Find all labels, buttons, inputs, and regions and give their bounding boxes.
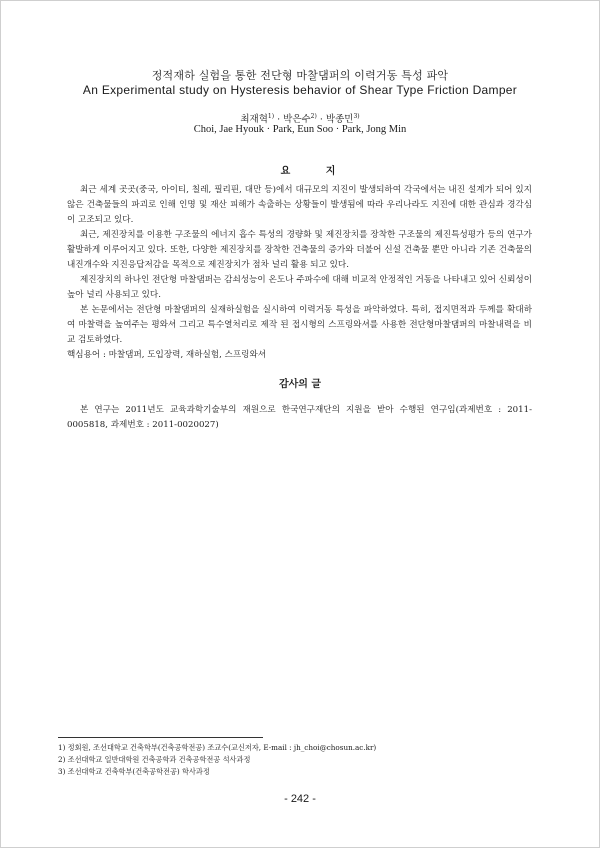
author-footnote-mark: 1): [267, 112, 275, 120]
footnote-divider: [58, 737, 263, 738]
footnote-item: 3) 조선대학교 건축학부(건축공학전공) 학사과정: [58, 767, 210, 776]
author-footnote-mark: 2): [310, 112, 317, 120]
footnote-item: 2) 조선대학교 일반대학원 건축공학과 건축공학전공 석사과정: [58, 755, 251, 764]
author-separator: ·: [316, 114, 326, 125]
author-name: 박종민: [325, 114, 354, 125]
author-separator: ·: [274, 114, 284, 125]
author-name: 최재혁: [240, 114, 268, 125]
paper-title-english: An Experimental study on Hysteresis behavior of Shear Type Friction Damper: [82, 83, 518, 97]
footnotes: [58, 742, 376, 778]
abstract-paragraph: 최근 세계 곳곳(중국, 아이티, 칠레, 필리핀, 대만 등)에서 대규모의 지진이 발생되하여 각국에서는 내진 설계가 되어 있지 않은 건축물들의 파괴로 인해 인명 및 재산 피해가 속출하는 상황들이 발생됨에 따라 우리나라도 지진에 대한 관심과 경각심이 고조되고 있다.: [67, 185, 532, 225]
abstract-paragraph: 최근, 제진장치를 이용한 구조물의 에너지 흡수 특성의 경량화 및 제진장치를 장착한 구조물의 제진특성평가 등의 연구가 활발하게 이루어지고 있다. 또한, 다양한 제진장치를 장착한 건축물의 증가와 더불어 신설 건축물 뿐만 아니라 기존 건축물의 내진개수와 지진응답저감을 목적으로 제진장치가 점차 널리 활용 되고 있다.: [67, 230, 532, 270]
authors-english: Choi, Jae Hyouk · Park, Eun Soo · Park, Jong Min: [193, 124, 407, 135]
abstract-paragraph: 제진장치의 하나인 전단형 마찰댐퍼는 감쇠성능이 온도나 주파수에 대해 비교적 안정적인 거동을 나타내고 있어 신뢰성이 높아 널리 사용되고 있다.: [67, 275, 532, 300]
acknowledgement-text: 본 연구는 2011년도 교육과학기술부의 재원으로 한국연구재단의 지원을 받아 수행된 연구임(과제번호 : 2011-0005818, 과제번호 : 2011-0020027): [67, 405, 532, 430]
footnote-item: 1) 정회원, 조선대학교 건축학부(건축공학전공) 조교수(교신저자, E-mail : jh_choi@chosun.ac.kr): [58, 743, 377, 752]
author-footnote-mark: 3): [353, 112, 360, 120]
keywords: 핵심용어 : 마찰댐퍼, 도입장력, 재하실험, 스프링와셔: [67, 350, 267, 360]
acknowledgement-heading: 감사의 글: [278, 379, 322, 390]
authors-korean: [0, 111, 600, 125]
abstract-paragraph: 본 논문에서는 전단형 마찰댐퍼의 실재하실험을 실시하여 이력거동 특성을 파악하였다. 특히, 접지면적과 두께를 확대하여 마찰력을 높여주는 평와셔 그리고 특수열처리로 제작 된 접시형의 스프링와셔를 사용한 전단형마찰댐퍼의 마찰내력을 비교 검토하였다.: [67, 305, 532, 345]
acknowledgement-body: [67, 403, 532, 433]
author-name: 박은수: [283, 114, 311, 125]
abstract-body: [67, 183, 532, 348]
page-number: - 242 -: [284, 793, 316, 805]
abstract-heading: 요 지: [280, 166, 352, 177]
paper-title-korean: 정적재하 실험을 통한 전단형 마찰댐퍼의 이력거동 특성 파악: [151, 69, 449, 82]
